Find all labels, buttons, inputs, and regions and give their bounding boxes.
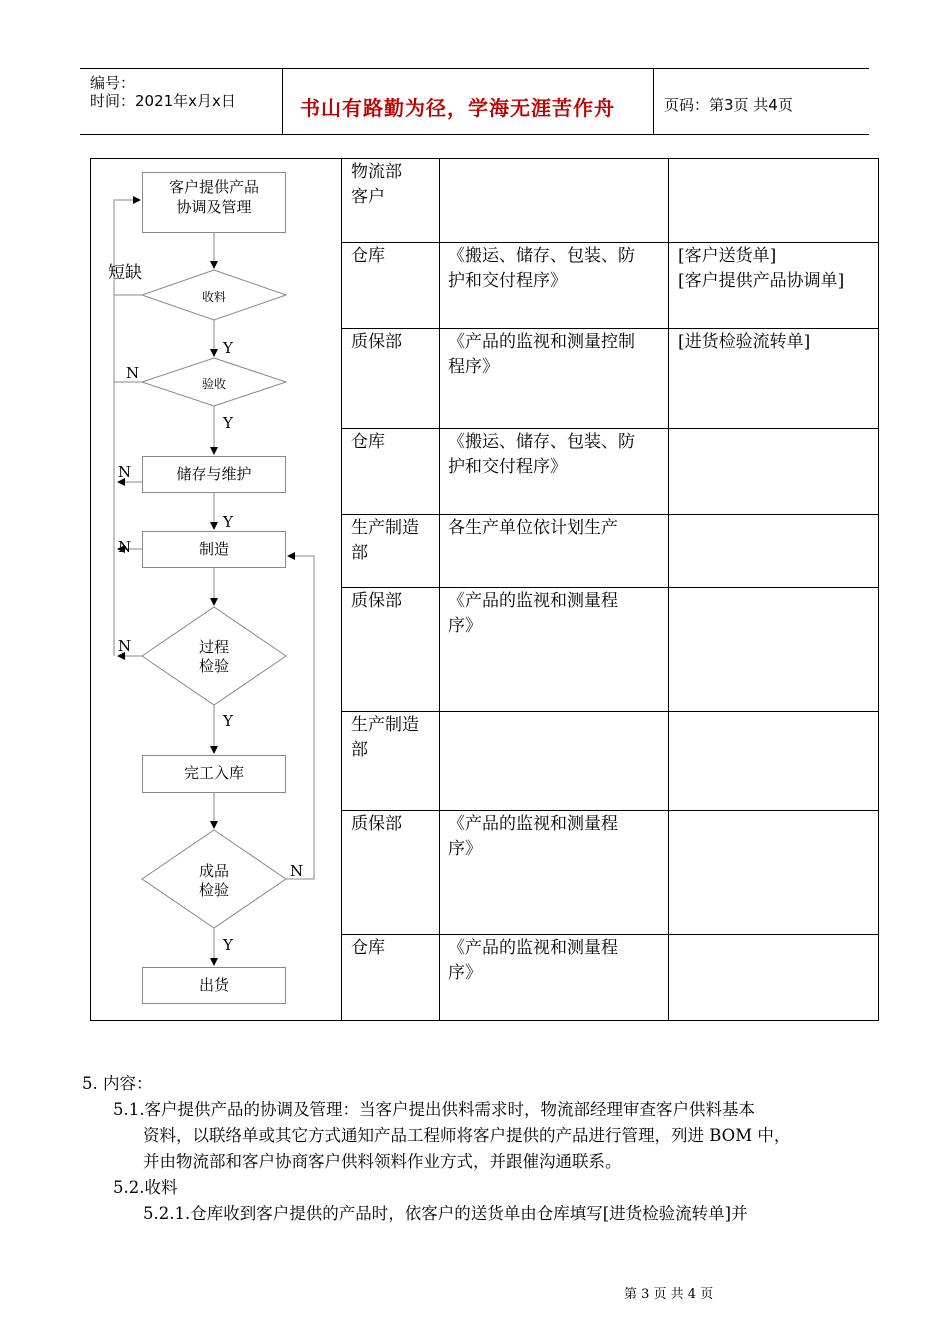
node-receive-label: 收料: [201, 290, 227, 304]
no-label-inspect: N: [126, 364, 140, 382]
doc-time-label: 时间：2021年x月x日: [90, 92, 236, 110]
row3-doc: 《产品的监视和测量控制 程序》: [448, 332, 635, 377]
row4-doc: 《搬运、储存、包装、防 护和交付程序》: [448, 432, 635, 477]
section-5-1-line-1: 5.1.客户提供产品的协调及管理：当客户提出供料需求时，物流部经理审查客户供料基本: [113, 1100, 755, 1119]
section-5-1-line-2: 资料，以联络单或其它方式通知产品工程师将客户提供的产品进行管理，列进 BOM 中，: [143, 1126, 791, 1145]
header-motto: 书山有路勤为径，学海无涯苦作舟: [300, 96, 615, 120]
section-5-2-1-line-1: 5.2.1.仓库收到客户提供的产品时，依客户的送货单由仓库填写[进货检验流转单]并: [143, 1204, 748, 1223]
row5-doc: 各生产单位依计划生产: [448, 518, 618, 538]
yes-label-inspect: Y: [223, 414, 233, 432]
page-label: 页码：第3页 共4页: [664, 96, 793, 114]
row9-dept: 仓库: [351, 938, 385, 958]
node-customer-supply-label-1: 客户提供产品: [168, 178, 260, 196]
node-process-inspect-diamond: [142, 607, 286, 705]
row2-record: [客户送货单] [客户提供产品协调单]: [678, 246, 845, 291]
row8-dept: 质保部: [351, 814, 402, 834]
row9-doc: 《产品的监视和测量程 序》: [448, 938, 618, 983]
node-process-inspect-label-1: 过程: [198, 638, 230, 656]
yes-label-receive: Y: [223, 339, 233, 357]
row6-doc: 《产品的监视和测量程 序》: [448, 591, 618, 636]
no-label-storage: N: [118, 463, 132, 481]
page-footer: 第 3 页 共 4 页: [624, 1287, 714, 1302]
no-label-manufacture: N: [118, 538, 132, 556]
node-manufacture-label: 制造: [198, 540, 230, 558]
row1-dept: 物流部 客户: [351, 162, 402, 207]
yes-label-finished: Y: [223, 936, 233, 954]
no-label-finished: N: [290, 862, 304, 880]
node-finished-storage-label: 完工入库: [183, 764, 245, 782]
row5-dept: 生产制造 部: [351, 518, 419, 563]
section-5-heading: 5. 内容：: [82, 1074, 153, 1093]
row4-dept: 仓库: [351, 432, 385, 452]
node-customer-supply-label-2: 协调及管理: [176, 198, 252, 216]
yes-label-process: Y: [223, 712, 233, 730]
node-inspect-label: 验收: [201, 377, 227, 391]
node-process-inspect-label-2: 检验: [198, 657, 230, 675]
rework-loop-right: [286, 556, 314, 879]
node-finished-inspect-label-1: 成品: [198, 862, 230, 880]
yes-label-storage: Y: [223, 513, 233, 531]
row3-dept: 质保部: [351, 332, 402, 352]
row8-doc: 《产品的监视和测量程 序》: [448, 814, 618, 859]
row2-dept: 仓库: [351, 246, 385, 266]
node-ship-label: 出货: [198, 976, 230, 994]
section-5-2-heading: 5.2.收料: [113, 1178, 178, 1197]
row3-record: [进货检验流转单]: [678, 332, 811, 352]
row6-dept: 质保部: [351, 591, 402, 611]
row2-doc: 《搬运、储存、包装、防 护和交付程序》: [448, 246, 635, 291]
node-storage-label: 储存与维护: [176, 465, 252, 483]
section-5-1-line-3: 并由物流部和客户协商客户供料领料作业方式，并跟催沟通联系。: [143, 1152, 622, 1171]
node-finished-inspect-label-2: 检验: [198, 881, 230, 899]
row7-dept: 生产制造 部: [351, 715, 419, 760]
shortage-label: 短缺: [108, 263, 142, 283]
no-label-process: N: [118, 637, 132, 655]
doc-number-label: 编号：: [90, 74, 136, 92]
